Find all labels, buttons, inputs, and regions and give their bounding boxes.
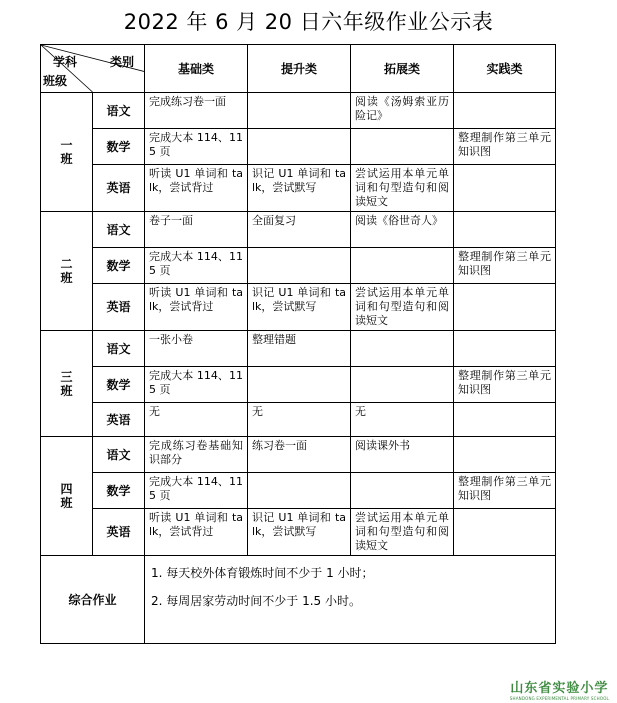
homework-cell: 阅读《汤姆索亚历险记》 — [351, 93, 454, 129]
homework-cell: 完成大本 114、115 页 — [145, 129, 248, 165]
table-row — [41, 212, 556, 248]
column-header-practice: 实践类 — [454, 45, 556, 93]
comprehensive-label: 综合作业 — [41, 556, 145, 644]
homework-cell: 听读 U1 单词和 talk，尝试背过 — [145, 509, 248, 556]
homework-cell — [351, 367, 454, 403]
subject-cell: 英语 — [93, 403, 145, 437]
table-row — [41, 403, 556, 437]
homework-cell — [248, 367, 351, 403]
homework-cell: 听读 U1 单词和 talk，尝试背过 — [145, 165, 248, 212]
table-row — [41, 437, 556, 473]
table-row — [41, 331, 556, 367]
school-logo-name: 山东省实验小学 — [510, 681, 609, 696]
comprehensive-row — [41, 556, 556, 644]
table-row — [41, 248, 556, 284]
table-row — [41, 367, 556, 403]
homework-cell: 尝试运用本单元单词和句型造句和阅读短文 — [351, 509, 454, 556]
class-name-char: 班 — [60, 383, 73, 398]
homework-cell: 完成大本 114、115 页 — [145, 248, 248, 284]
subject-cell: 数学 — [93, 129, 145, 165]
subject-cell: 数学 — [93, 367, 145, 403]
class-name-char: 班 — [60, 152, 73, 166]
subject-cell: 语文 — [93, 212, 145, 248]
class-name-cell — [41, 331, 93, 437]
homework-cell: 完成大本 114、115 页 — [145, 473, 248, 509]
homework-cell: 尝试运用本单元单词和句型造句和阅读短文 — [351, 284, 454, 331]
homework-table — [40, 44, 556, 644]
homework-cell — [351, 331, 454, 367]
class-name-cell — [41, 437, 93, 556]
class-name-char: 一 — [60, 138, 73, 152]
table-row — [41, 93, 556, 129]
homework-cell: 完成练习卷一面 — [145, 93, 248, 129]
subject-cell: 英语 — [93, 284, 145, 331]
homework-cell: 整理制作第三单元知识图 — [454, 473, 556, 509]
class-name-char: 三 — [60, 369, 73, 384]
corner-subject-label: 学科 — [53, 55, 78, 69]
homework-cell: 无 — [351, 403, 454, 437]
corner-class-label: 班级 — [43, 74, 68, 88]
homework-cell — [248, 248, 351, 284]
table-row — [41, 509, 556, 556]
corner-category-label: 类别 — [109, 55, 134, 69]
comprehensive-content — [145, 556, 556, 644]
subject-cell: 英语 — [93, 509, 145, 556]
homework-cell — [454, 437, 556, 473]
subject-cell: 数学 — [93, 248, 145, 284]
homework-cell: 完成大本 114、115 页 — [145, 367, 248, 403]
homework-cell — [351, 473, 454, 509]
corner-header-cell — [41, 45, 145, 93]
comprehensive-item: 1. 每天校外体育锻炼时间不少于 1 小时； — [151, 566, 374, 580]
homework-cell: 一张小卷 — [145, 331, 248, 367]
table-row — [41, 473, 556, 509]
homework-cell: 整理制作第三单元知识图 — [454, 367, 556, 403]
homework-cell — [248, 473, 351, 509]
homework-cell — [454, 212, 556, 248]
homework-cell: 阅读课外书 — [351, 437, 454, 473]
column-header-basic: 基础类 — [145, 45, 248, 93]
homework-cell — [454, 509, 556, 556]
homework-cell — [248, 129, 351, 165]
comprehensive-item: 2. 每周居家劳动时间不少于 1.5 小时。 — [151, 594, 361, 608]
homework-cell: 卷子一面 — [145, 212, 248, 248]
homework-cell: 无 — [248, 403, 351, 437]
homework-cell: 全面复习 — [248, 212, 351, 248]
homework-cell — [248, 93, 351, 129]
homework-cell — [454, 331, 556, 367]
homework-cell: 识记 U1 单词和 talk，尝试默写 — [248, 165, 351, 212]
homework-cell — [454, 93, 556, 129]
class-name-char: 班 — [60, 271, 73, 285]
homework-cell: 整理制作第三单元知识图 — [454, 248, 556, 284]
school-logo-english: SHANDONG EXPERIMENTAL PRIMARY SCHOOL — [509, 696, 609, 701]
homework-cell: 听读 U1 单词和 talk，尝试背过 — [145, 284, 248, 331]
homework-cell — [454, 284, 556, 331]
subject-cell: 语文 — [93, 331, 145, 367]
homework-cell — [454, 403, 556, 437]
homework-cell: 识记 U1 单词和 talk，尝试默写 — [248, 284, 351, 331]
subject-cell: 数学 — [93, 473, 145, 509]
table-row — [41, 284, 556, 331]
class-name-char: 四 — [60, 482, 73, 496]
subject-cell: 英语 — [93, 165, 145, 212]
homework-cell — [454, 165, 556, 212]
homework-cell: 尝试运用本单元单词和句型造句和阅读短文 — [351, 165, 454, 212]
homework-cell: 识记 U1 单词和 talk，尝试默写 — [248, 509, 351, 556]
table-row — [41, 129, 556, 165]
class-name-char: 二 — [60, 257, 73, 271]
class-name-cell — [41, 212, 93, 331]
homework-cell — [351, 129, 454, 165]
homework-cell: 完成练习卷基础知识部分 — [145, 437, 248, 473]
column-header-extend: 拓展类 — [351, 45, 454, 93]
homework-cell — [351, 248, 454, 284]
homework-cell: 整理错题 — [248, 331, 351, 367]
subject-cell: 语文 — [93, 93, 145, 129]
homework-cell: 阅读《俗世奇人》 — [351, 212, 454, 248]
homework-cell: 练习卷一面 — [248, 437, 351, 473]
column-header-improve: 提升类 — [248, 45, 351, 93]
subject-cell: 语文 — [93, 437, 145, 473]
class-name-cell — [41, 93, 93, 212]
homework-cell: 整理制作第三单元知识图 — [454, 129, 556, 165]
class-name-char: 班 — [60, 496, 73, 510]
homework-cell: 无 — [145, 403, 248, 437]
school-logo — [510, 677, 609, 701]
page-title: 2022 年 6 月 20 日六年级作业公示表 — [123, 10, 494, 34]
table-row — [41, 165, 556, 212]
